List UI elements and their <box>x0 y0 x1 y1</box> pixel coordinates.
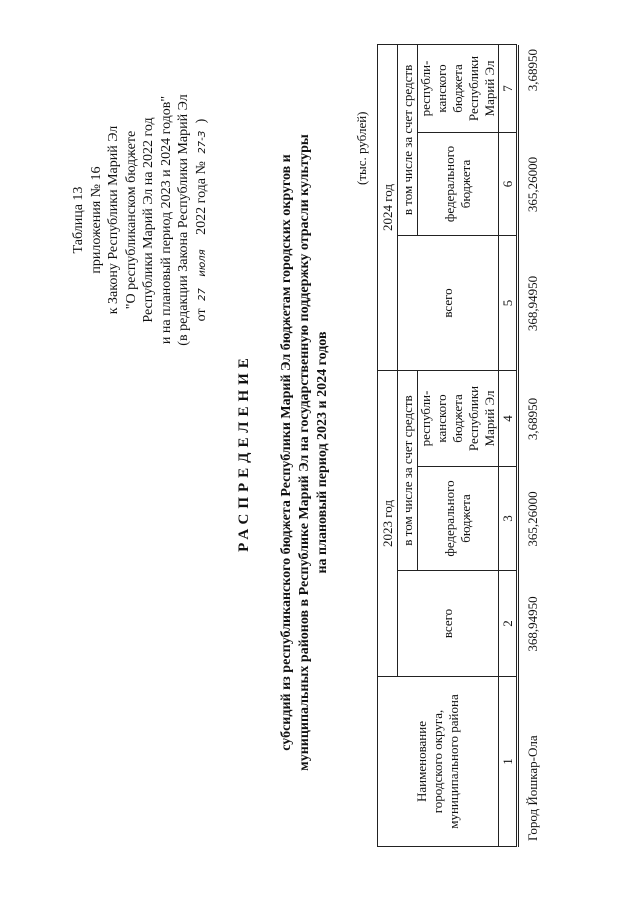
subtitle-line-1: субсидий из республиканского бюджета Республики Марий Эл бюджетам городских округов и <box>279 154 294 751</box>
data-table <box>518 45 547 847</box>
close-paren: ) <box>193 118 209 124</box>
edition-line: (в редакции Закона Республики Марий Эл <box>176 94 191 346</box>
subtitle-line-3: на плановый период 2023 и 2024 годов <box>315 331 330 574</box>
handwritten-month: июля <box>196 249 208 277</box>
cell-2023-republic: 3,68950 <box>525 397 540 441</box>
col-number: 1 <box>499 677 517 847</box>
law-line-2: "О республиканском бюджете <box>123 130 139 310</box>
incl-2023-header: в том числе за счет средств <box>398 370 418 570</box>
cell-2023-total: 368,94950 <box>525 596 540 652</box>
table-label: Таблица 13 <box>71 186 86 254</box>
col-number: 6 <box>499 132 517 235</box>
year-2024-header: 2024 год <box>378 44 398 370</box>
cell-2024-republic: 3,68950 <box>525 49 540 92</box>
cell-2023-federal: 365,26000 <box>525 491 540 547</box>
col-number: 5 <box>499 235 517 370</box>
table-row <box>519 45 548 847</box>
federal-2024-header: федерального бюджета <box>418 132 499 235</box>
appendix-header <box>70 70 211 370</box>
col-number: 2 <box>499 571 517 677</box>
appendix-label: приложения № 16 <box>88 166 104 274</box>
republic-2024-header: республи- канского бюджета Республики Марий Эл <box>418 44 499 132</box>
cell-2024-federal: 365,26000 <box>525 156 540 213</box>
law-line-4: и на плановый период 2023 и 2024 годов" <box>158 95 174 345</box>
total-2023-header: всего <box>398 571 499 677</box>
handwritten-number: 27-З <box>196 130 208 154</box>
federal-2023-header: федерального бюджета <box>418 467 499 571</box>
col-number: 4 <box>499 370 517 466</box>
subtitle-line-2: муниципальных районов в Республике Марий Эл на государственную поддержку отрасли культуры <box>297 134 312 771</box>
col-number: 7 <box>499 44 517 132</box>
document-title: РАСПРЕДЕЛЕНИЕ <box>236 353 252 552</box>
from-label: от <box>193 308 209 322</box>
cell-2024-total: 368,94950 <box>525 275 540 332</box>
handwritten-day: 27 <box>196 288 208 301</box>
law-line-3: Республики Марий Эл на 2022 год <box>141 117 156 323</box>
total-2024-header: всего <box>398 235 499 370</box>
column-header-name: Наименование городского округа, муниципального района <box>378 677 499 847</box>
republic-2023-header: республи- канского бюджета Республики Марий Эл <box>418 370 499 466</box>
col-number: 3 <box>499 467 517 571</box>
law-line-1: к Закону Республики Марий Эл <box>106 125 121 315</box>
row-name: Город Йошкар-Ола <box>525 735 540 841</box>
header-table <box>377 44 517 847</box>
date-line <box>193 70 212 370</box>
units-label: (тыс. рублей) <box>354 111 369 185</box>
incl-2024-header: в том числе за счет средств <box>398 44 418 235</box>
year-text: 2022 года № <box>193 161 209 235</box>
year-2023-header: 2023 год <box>378 370 398 676</box>
